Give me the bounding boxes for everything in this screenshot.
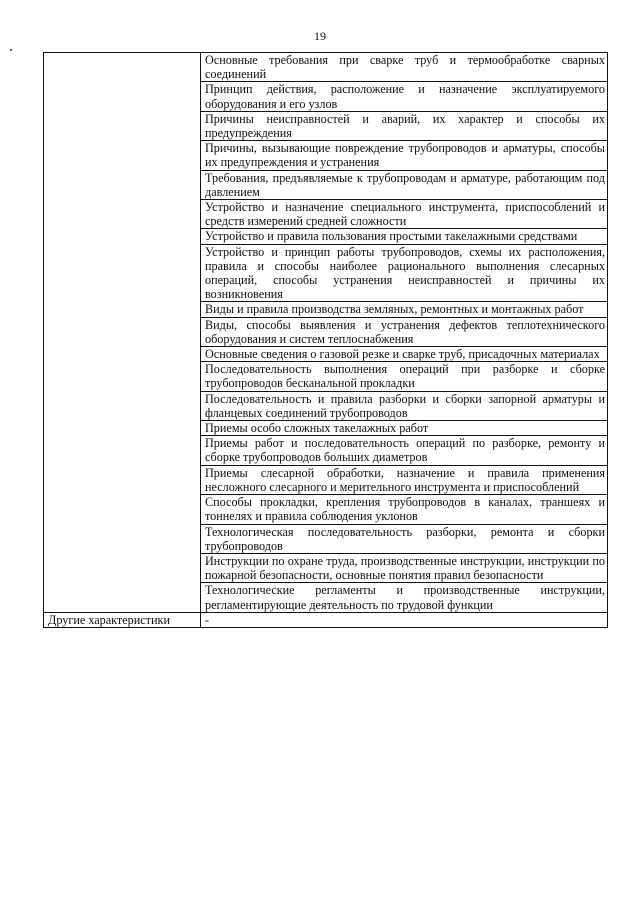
knowledge-item: Технологическая последовательность разборки, ремонта и сборки трубопроводов (201, 524, 608, 553)
knowledge-item: Виды и правила производства земляных, ремонтных и монтажных работ (201, 302, 608, 317)
knowledge-item: Устройство и принцип работы трубопроводов, схемы их расположения, правила и способы наиболее рационального выполнения слесарных операций, способы устранения неисправностей и причины их возникновения (201, 244, 608, 302)
knowledge-item: Причины неисправностей и аварий, их характер и способы их предупреждения (201, 111, 608, 140)
other-characteristics-label: Другие характеристики (44, 612, 201, 627)
knowledge-item: Приемы слесарной обработки, назначение и правила применения несложного слесарного и мерительного инструмента и приспособлений (201, 465, 608, 494)
knowledge-item: Устройство и назначение специального инструмента, приспособлений и средств измерений средней сложности (201, 200, 608, 229)
knowledge-item: Способы прокладки, крепления трубопроводов в каналах, траншеях и тоннелях и правила соблюдения уклонов (201, 495, 608, 524)
knowledge-item: Требования, предъявляемые к трубопроводам и арматуре, работающим под давлением (201, 170, 608, 199)
page-number: 19 (314, 29, 326, 43)
knowledge-item: Принцип действия, расположение и назначение эксплуатируемого оборудования и его узлов (201, 82, 608, 111)
knowledge-item: Технологические регламенты и производственные инструкции, регламентирующие деятельность по трудовой функции (201, 583, 608, 612)
scan-speck (10, 49, 12, 51)
knowledge-item: Приемы работ и последовательность операций по разборке, ремонту и сборке трубопроводов больших диаметров (201, 436, 608, 465)
knowledge-item: Приемы особо сложных такелажных работ (201, 421, 608, 436)
other-characteristics-value: - (201, 612, 608, 627)
table-row-other-characteristics (44, 612, 608, 627)
knowledge-label-cell (44, 53, 201, 613)
knowledge-item: Виды, способы выявления и устранения дефектов теплотехнического оборудования и систем теплоснабжения (201, 317, 608, 346)
knowledge-item: Причины, вызывающие повреждение трубопроводов и арматуры, способы их предупреждения и устранения (201, 141, 608, 170)
knowledge-item: Инструкции по охране труда, производственные инструкции, инструкции по пожарной безопасности, основные понятия правил безопасности (201, 553, 608, 582)
requirements-table (43, 52, 608, 628)
table-row (44, 53, 608, 82)
knowledge-item: Устройство и правила пользования простыми такелажными средствами (201, 229, 608, 244)
knowledge-item: Основные сведения о газовой резке и сварке труб, присадочных материалах (201, 347, 608, 362)
knowledge-item: Последовательность выполнения операций при разборке и сборке трубопроводов бесканальной прокладки (201, 362, 608, 391)
requirements-table-body (44, 53, 608, 628)
knowledge-item: Последовательность и правила разборки и сборки запорной арматуры и фланцевых соединений трубопроводов (201, 391, 608, 420)
knowledge-item: Основные требования при сварке труб и термообработке сварных соединений (201, 53, 608, 82)
